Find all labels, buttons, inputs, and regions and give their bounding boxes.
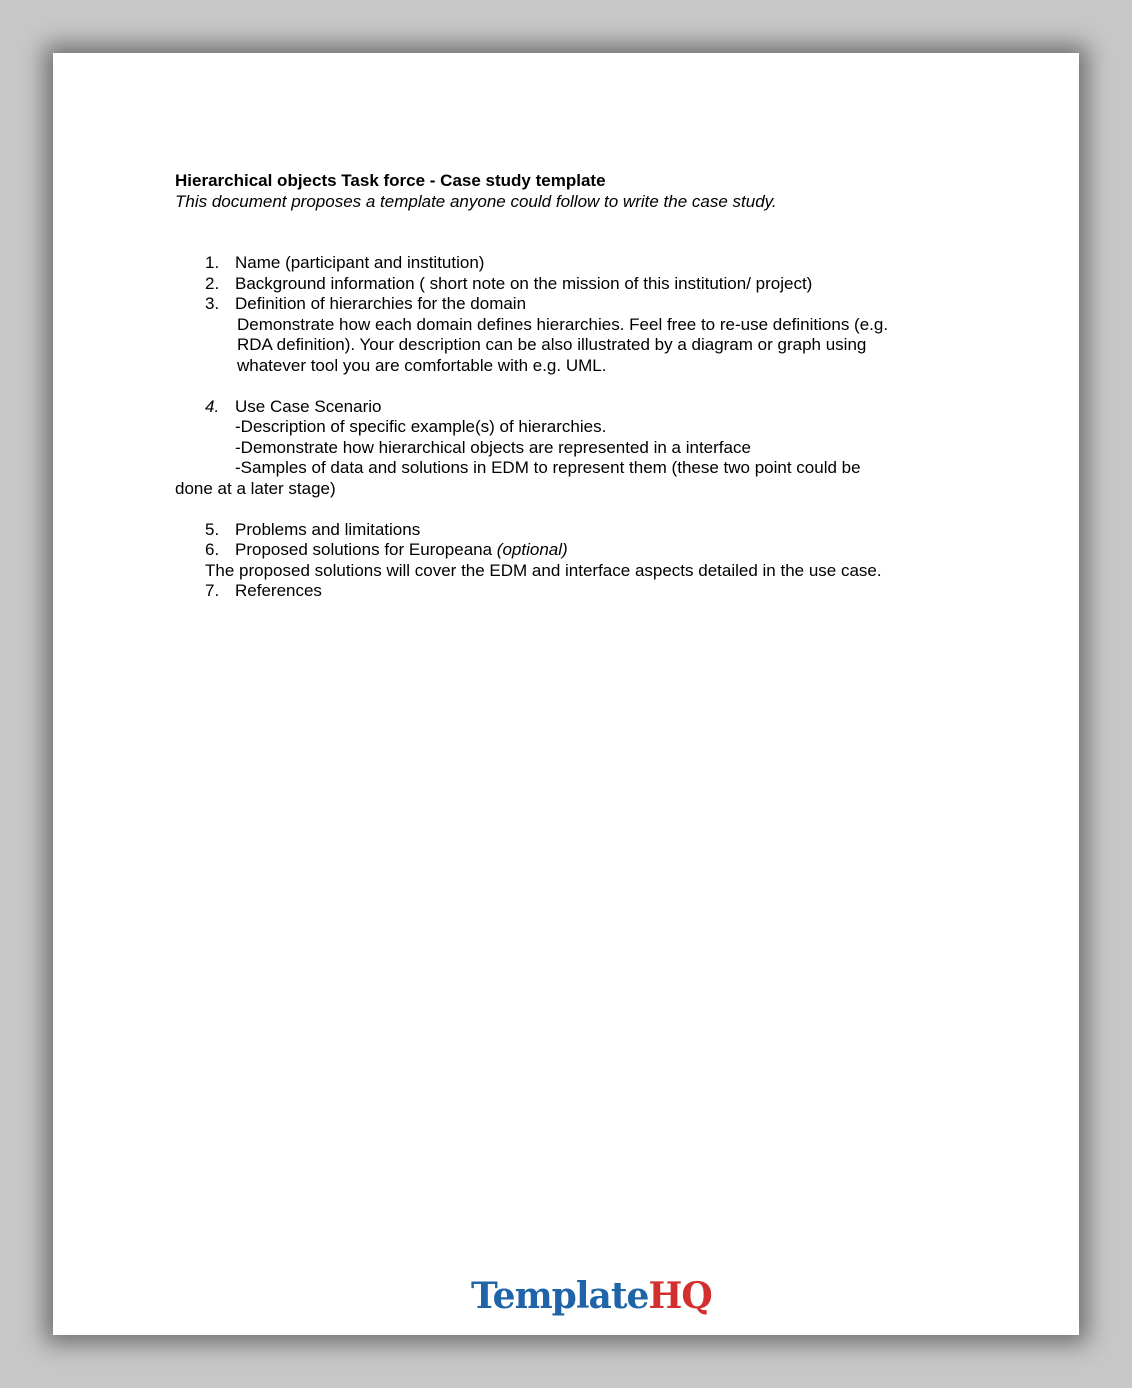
spacer [175,499,975,520]
list-item-text: Name (participant and institution) [235,253,485,272]
list-item [175,253,975,274]
logo-part-template: Template [471,1275,649,1317]
list-number: 5. [205,519,220,539]
list-item-text: Proposed solutions for Europeana [235,540,493,559]
list-item [175,397,975,418]
list-number: 2. [205,273,220,293]
list-item-text: References [235,581,322,600]
list-item [175,540,975,561]
list-number: 6. [205,540,220,559]
list-item-text: Definition of hierarchies for the domain [235,294,527,313]
item-sub-line: -Description of specific example(s) of hierarchies. [235,417,607,436]
item-detail-line: whatever tool you are comfortable with e.g. UML. [237,355,607,375]
list-item-text: Use Case Scenario [235,396,382,416]
list-item-text: Problems and limitations [235,519,421,539]
item-detail-line: RDA definition). Your description can be also illustrated by a diagram or graph using [237,335,867,354]
list-item [175,581,975,602]
templatehq-logo [471,1275,712,1325]
item-note: The proposed solutions will cover the EDM and interface aspects detailed in the use case. [205,560,882,580]
item-sub-line: -Demonstrate how hierarchical objects are represented in a interface [235,437,751,457]
list-item [175,520,975,541]
list-item [175,274,975,295]
item-sub-line: -Samples of data and solutions in EDM to represent them (these two point could be [235,458,861,477]
document-title: Hierarchical objects Task force - Case study template [175,171,606,190]
item-wrap-line: done at a later stage) [175,478,336,498]
list-number: 7. [205,581,220,600]
numbered-list [175,253,975,602]
optional-label: (optional) [496,540,568,559]
list-item-text: Background information ( short note on the mission of this institution/ project) [235,273,813,293]
list-number: 1. [205,253,220,272]
spacer [175,376,975,397]
list-number: 4. [205,396,220,416]
document-content [175,171,975,602]
item-detail-line: Demonstrate how each domain defines hierarchies. Feel free to re-use definitions (e.g. [237,314,889,334]
document-subtitle: This document proposes a template anyone could follow to write the case study. [175,191,777,211]
document-page [53,53,1079,1335]
logo-part-hq: HQ [648,1275,712,1317]
list-number: 3. [205,294,220,313]
list-item [175,294,975,315]
